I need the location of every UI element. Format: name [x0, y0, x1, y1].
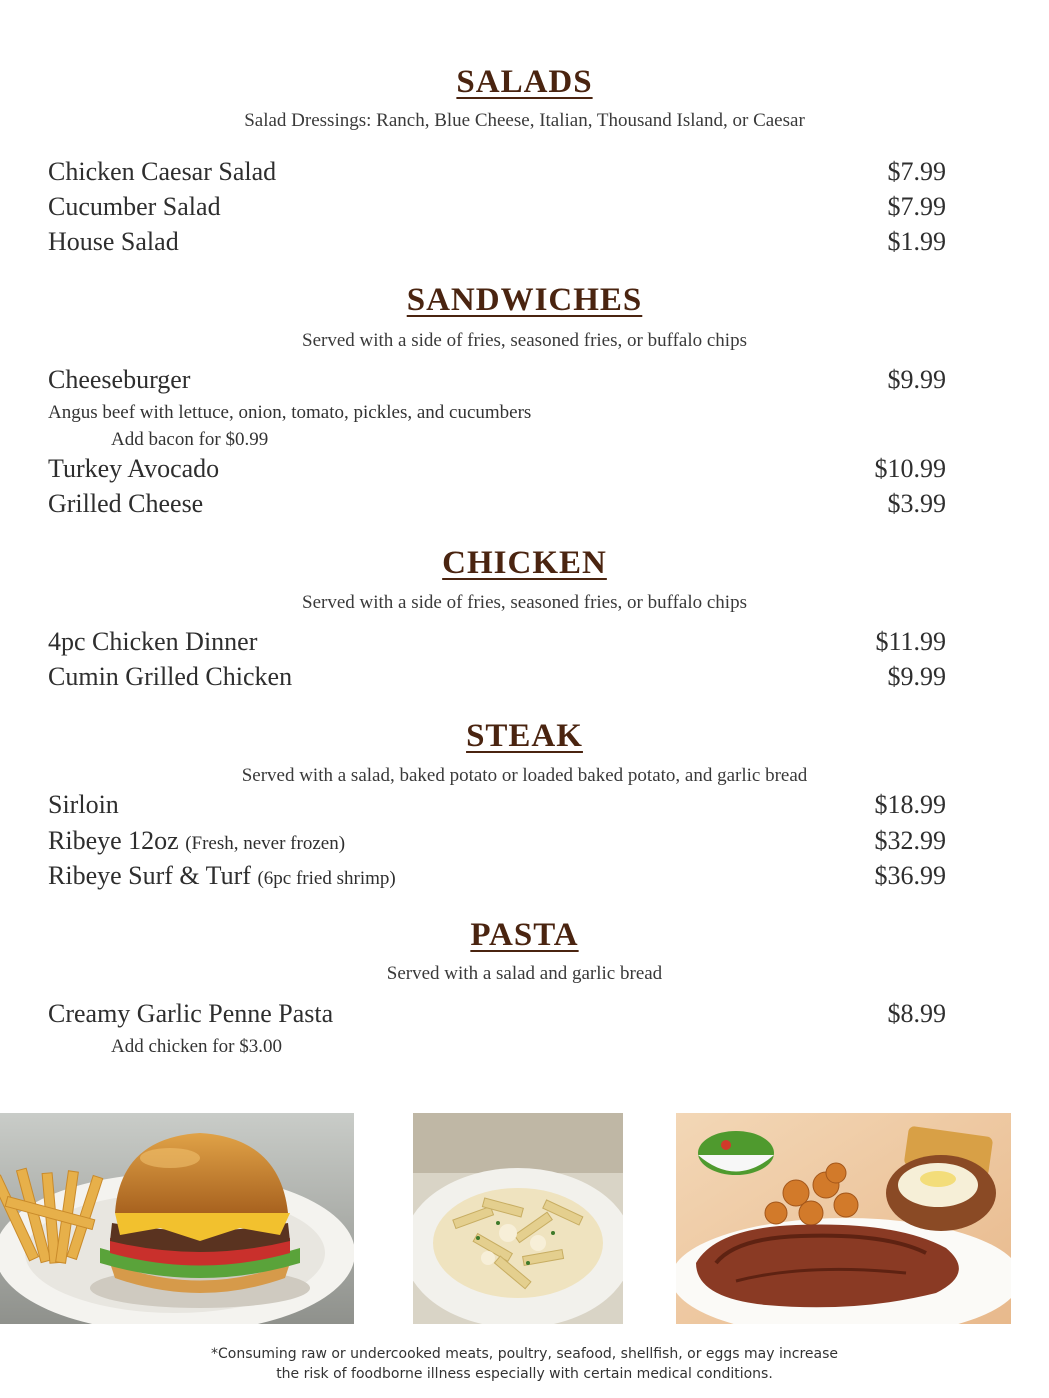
steak-dinner-photo [676, 1113, 1011, 1324]
menu-item-name: Grilled Cheese [48, 489, 204, 518]
section-subtitle-steak: Served with a salad, baked potato or loaded baked potato, and garlic bread [241, 765, 808, 786]
section-title-chicken: CHICKEN [442, 545, 607, 581]
section-subtitle-salads: Salad Dressings: Ranch, Blue Cheese, Italian, Thousand Island, or Caesar [244, 110, 805, 131]
menu-item-note: (Fresh, never frozen) [185, 833, 346, 854]
menu-item-name: Cumin Grilled Chicken [48, 662, 293, 691]
menu-item-note: (6pc fried shrimp) [257, 868, 396, 889]
menu-item-name: House Salad [48, 227, 179, 256]
disclaimer-line-1: *Consuming raw or undercooked meats, poultry, seafood, shellfish, or eggs may increase [210, 1346, 838, 1362]
menu-item-price: $9.99 [887, 365, 946, 394]
section-subtitle-sandwiches: Served with a side of fries, seasoned fries, or buffalo chips [302, 330, 747, 351]
menu-item-price: $8.99 [887, 999, 946, 1028]
menu-item-name-text: Ribeye 12oz [48, 826, 179, 855]
menu-item-addon: Add chicken for $3.00 [111, 1036, 282, 1057]
menu-item-name [48, 861, 396, 891]
menu-item-price: $10.99 [874, 454, 946, 483]
menu-item-name: Cucumber Salad [48, 192, 221, 221]
section-title-pasta: PASTA [470, 917, 579, 953]
section-subtitle-chicken: Served with a side of fries, seasoned fries, or buffalo chips [302, 592, 747, 613]
menu-item-name: Creamy Garlic Penne Pasta [48, 999, 334, 1028]
section-title-sandwiches: SANDWICHES [406, 282, 643, 318]
disclaimer-line-2: the risk of foodborne illness especially with certain medical conditions. [276, 1366, 773, 1382]
menu-item-price: $36.99 [874, 861, 946, 890]
menu-item-name-text: Ribeye Surf & Turf [48, 861, 251, 890]
menu-item-name: Turkey Avocado [48, 454, 220, 483]
section-subtitle-pasta: Served with a salad and garlic bread [386, 963, 663, 984]
menu-item-price: $7.99 [887, 192, 946, 221]
pasta-photo [413, 1113, 623, 1324]
menu-item-name [48, 826, 345, 856]
menu-item-name: 4pc Chicken Dinner [48, 627, 258, 656]
section-title-steak: STEAK [466, 718, 583, 754]
menu-item-price: $3.99 [887, 489, 946, 518]
menu-item-price: $32.99 [874, 826, 946, 855]
menu-item-price: $9.99 [887, 662, 946, 691]
cheeseburger-photo [0, 1113, 354, 1324]
menu-item-addon: Add bacon for $0.99 [111, 429, 269, 450]
disclaimer [0, 1344, 1049, 1384]
menu-item-price: $7.99 [887, 157, 946, 186]
menu-item-description: Angus beef with lettuce, onion, tomato, pickles, and cucumbers [48, 402, 532, 423]
menu-item-name: Cheeseburger [48, 365, 191, 394]
menu-item-name: Chicken Caesar Salad [48, 157, 277, 186]
menu-item-name: Sirloin [48, 790, 119, 819]
section-title-salads: SALADS [456, 64, 593, 100]
menu-item-price: $18.99 [874, 790, 946, 819]
menu-item-price: $11.99 [875, 627, 946, 656]
menu-item-price: $1.99 [887, 227, 946, 256]
